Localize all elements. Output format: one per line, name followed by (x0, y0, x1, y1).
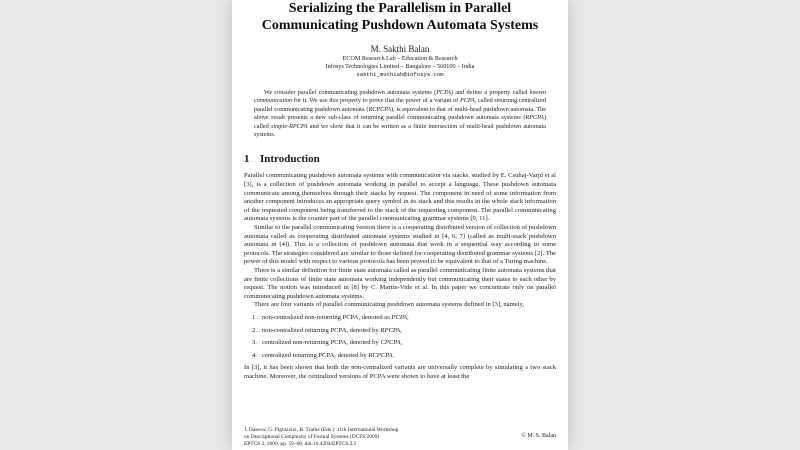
paragraph-2: Similar to the parallel communicating version there is a cooperating distributed version of collection of pushdown automata called as cooperating distributed automata systems studied in [4, 6, 7] (called as multi-stack pushdown automata in [4]). This is a collection of pushdown automata that work in a sequential way according to some protocols. The strategies considered are similar to those defined for cooperating distributed grammar systems [2]. The power of this model with respect to various protocols has been proved to be equivalent to that of a Turing machine. (244, 224, 556, 266)
abstract (254, 89, 546, 139)
abstract-em-4: RCPCPA (368, 105, 392, 113)
footer-line-3: EPTCS 3, 2009, pp. 59–68, doi:10.4204/EPTCS.3.5 (244, 440, 357, 447)
list-item: 1. non-centralized non-returning PCPA, denoted as PCPA, (252, 313, 409, 321)
paragraph-4: There are four variants of parallel communicating pushdown automata systems defined in [3], namely, (254, 301, 525, 309)
abstract-text-3: for it. We use this property to prove that the power of a variant of (292, 97, 460, 105)
list-item: 3. centralized non-returning PCPA, denoted by CPCPA, (252, 339, 403, 347)
paper-page (232, 0, 568, 450)
abstract-em-2: known communication (254, 89, 546, 105)
variant-list (252, 314, 556, 360)
author-email: sakthi_muthiah@infosys.com (356, 71, 444, 78)
abstract-text-6: ) called (254, 114, 546, 130)
abstract-text-5: ), is equivalent to that of multi-head pushdown automata. The above result presents a new sub-class of returning parallel communicating pushdown automata systems ( (254, 105, 547, 122)
footer-line-2: on Descriptional Complexity of Formal Systems (DCFS 2009) (244, 433, 380, 440)
section-heading (244, 152, 556, 166)
affiliation-line-1: ECOM Research Lab – Education & Research (342, 55, 458, 62)
footer-line-1: J. Dassow, G. Pighizzini, B. Truthe (Eds.): 11th International Workshop (244, 427, 399, 433)
section-title: Introduction (260, 153, 320, 166)
abstract-text-1: We consider parallel communicating pushdown automata systems ( (264, 89, 437, 96)
abstract-em-1: PCPA (436, 89, 451, 96)
section-body (244, 172, 556, 381)
abstract-em-3: PCPA (459, 97, 475, 105)
copyright: © M. S. Balan (521, 433, 556, 439)
list-item: 2. non-centralized returning PCPA, denoted by RPCPA, (252, 326, 402, 334)
author-name: M. Sakthi Balan (370, 44, 430, 54)
abstract-text-7: and we show that it can be written as a finite intersection of multi-head pushdown automata systems. (254, 122, 546, 139)
abstract-em-5: RPCPA (525, 114, 544, 122)
paragraph-3: There is a similar definition for finite state automata called as parallel communicating finite automata systems that are finite collections of finite state automata working independently but communicating their states to each other by request. The notion was introduced in [8] by C. Martín-Vide et al. In this paper we concentrate only on parallel communicating pushdown automata systems. (244, 266, 556, 300)
paper-content (244, 0, 556, 382)
section-number: 1 (244, 153, 250, 166)
abstract-em-6: simple-RPCPA (270, 122, 308, 130)
footer (244, 427, 556, 447)
paragraph-1: Parallel communicating pushdown automata systems with communication via stacks, studied by E. Csuhaj-Varjú et al [3], is a collection of pushdown automata working in parallel to accept a language. These pushdown automata communicate among themselves through their stacks by request. The component in need of some information from another component introduces an appropriate query symbol in its stack and this results in the whole stack information of the requested component being transferred to the stack of the requesting component. The parallel communicating automata systems is the counter part of the parallel communicating grammar systems [9, 11]. (244, 172, 556, 223)
paragraph-5: In [3], it has been shown that both the non-centralized variants are universally complete by simulating a two stack machine. Moreover, the centralized versions of PCPA were shown to have at least the (244, 364, 556, 380)
abstract-text-2: ) and define a property called (450, 89, 530, 96)
paper-title: Serializing the Parallelism in Parallel Communicating Pushdown Automata Systems (261, 1, 539, 33)
abstract-text-4: , called returning centralized parallel communicating pushdown automata ( (254, 97, 546, 113)
affiliation-line-2: Infosys Technologies Limited – Bangalore – 560100 – India (325, 63, 475, 70)
list-item: 4. centralized returning PCPA, denoted by RCPCPA. (252, 351, 395, 359)
